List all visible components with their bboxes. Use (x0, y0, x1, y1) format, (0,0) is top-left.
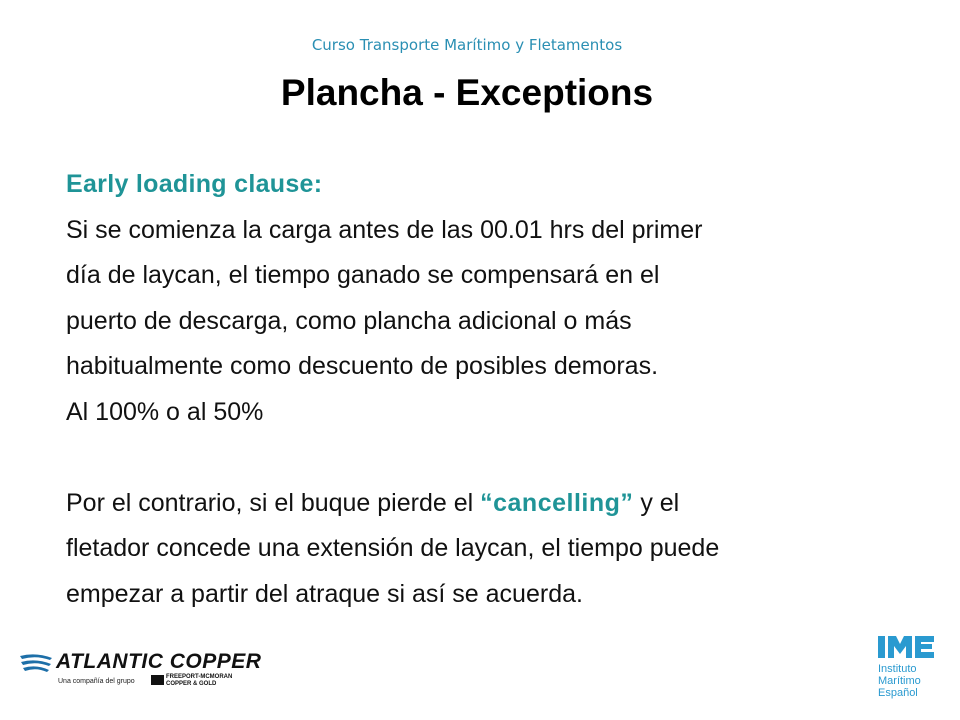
body-line: habitualmente como descuento de posibles demoras. (66, 352, 659, 380)
body-line-cancelling (66, 481, 926, 527)
course-title: Curso Transporte Marítimo y Fletamentos (311, 36, 623, 54)
body-line: empezar a partir del atraque si así se acuerda. (66, 579, 583, 608)
text-before-highlight: Por el contrario, si el buque pierde el (66, 488, 481, 517)
ime-line: Marítimo (878, 675, 921, 687)
body-line: día de laycan, el tiempo ganado se compensará en el (66, 261, 660, 289)
slide-body (66, 162, 926, 617)
freeport-text (166, 674, 232, 688)
ime-text (878, 663, 921, 699)
ime-mark-icon (876, 634, 936, 660)
slide-title: Plancha - Exceptions (280, 72, 654, 113)
body-line: Al 100% o al 50% (66, 397, 264, 426)
clause-heading: Early loading clause: (66, 170, 323, 198)
atlantic-copper-logo (18, 650, 262, 695)
ime-logo (876, 634, 940, 704)
fcx-mark-icon (151, 675, 164, 685)
freeport-line-1: FREEPORT-MCMORAN (166, 674, 233, 680)
cancelling-highlight: “cancelling” (480, 488, 634, 517)
swoosh-icon (18, 652, 54, 676)
body-line: fletador concede una extensión de laycan, el tiempo puede (66, 534, 720, 562)
ime-line: Instituto (878, 663, 917, 675)
body-line: puerto de descarga, como plancha adicional o más (66, 306, 632, 335)
ime-line: Español (878, 687, 918, 699)
text-after-highlight: y el (633, 488, 680, 517)
atlantic-copper-tagline: Una compañía del grupo (58, 678, 135, 685)
body-line: Si se comienza la carga antes de las 00.01 hrs del primer (66, 215, 703, 244)
atlantic-copper-name: ATLANTIC COPPER (56, 650, 262, 673)
paragraph-gap (66, 435, 926, 481)
freeport-line-2: COPPER & GOLD (166, 681, 217, 687)
